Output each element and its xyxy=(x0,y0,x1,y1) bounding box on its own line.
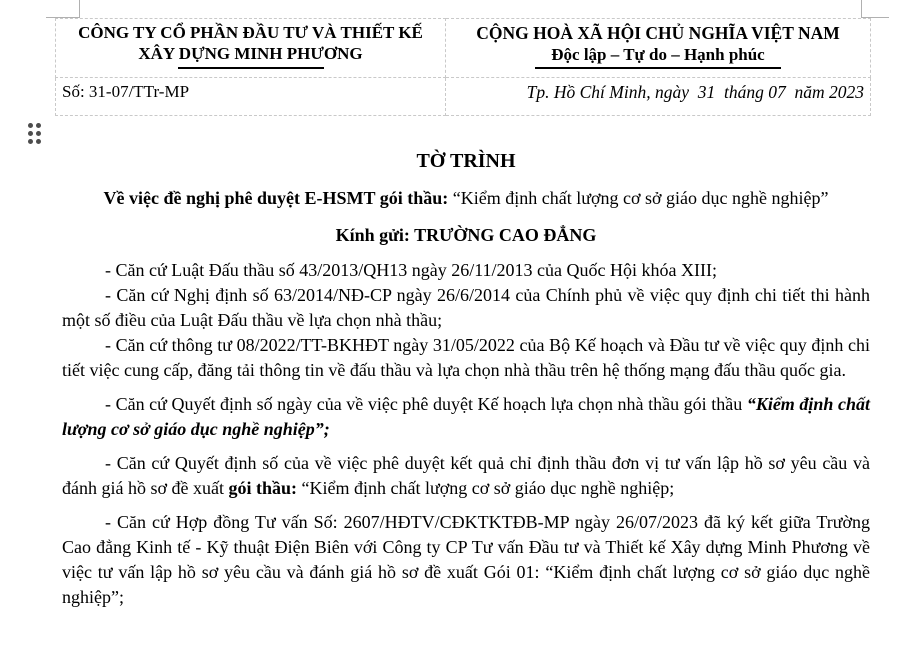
drag-handle-dot xyxy=(28,131,33,136)
national-motto: Độc lập – Tự do – Hạnh phúc xyxy=(551,45,765,64)
paragraph xyxy=(62,283,870,333)
subject-quote-text: “Kiểm định chất lượng cơ sở giáo dục nghề nghiệp” xyxy=(452,188,829,208)
drag-handle-dot xyxy=(36,131,41,136)
paragraph xyxy=(62,392,870,442)
paragraph-segment: “Kiểm định chất lượng cơ sở giáo dục nghề nghiệp; xyxy=(297,478,675,498)
drag-handle-dot xyxy=(36,139,41,144)
paragraph xyxy=(62,333,870,383)
company-underline-rule xyxy=(178,67,324,69)
drag-handle-dot xyxy=(36,123,41,128)
header-table xyxy=(55,18,871,116)
national-title: CỘNG HOÀ XÃ HỘI CHỦ NGHĨA VIỆT NAM xyxy=(476,23,840,43)
paragraph-segment: “Kiểm định chất lượng cơ sở giáo dục nghề nghiệp”; xyxy=(62,394,870,439)
drag-handle-icon[interactable] xyxy=(26,121,43,146)
paragraphs xyxy=(62,258,870,610)
paragraph-segment: - Căn cứ Hợp đồng Tư vấn Số: 2607/HĐTV/CĐKTKTĐB-MP ngày 26/07/2023 đã ký kết giữa Trường Cao đẳng Kinh tế - Kỹ thuật Điện Biên với Công ty CP Tư vấn Đầu tư và Thiết kế Xây dựng Minh Phương về việc tư vấn lập hồ sơ yêu cầu và đánh giá hồ sơ đề xuất Gói 01: “Kiểm định chất lượng cơ sở giáo dục nghề nghiệp”; xyxy=(62,512,870,607)
document-body xyxy=(62,148,870,610)
drag-handle-dot xyxy=(28,123,33,128)
paragraph xyxy=(62,510,870,610)
document-title: TỜ TRÌNH xyxy=(416,150,516,172)
company-name: CÔNG TY CỔ PHẦN ĐẦU TƯ VÀ THIẾT KẾ XÂY DỰNG MINH PHƯƠNG xyxy=(78,23,423,63)
margin-corner-mark-top-right xyxy=(861,0,889,18)
document-number: Số: 31-07/TTr-MP xyxy=(56,78,446,116)
place-and-date: Tp. Hồ Chí Minh, ngày 31 tháng 07 năm 2023 xyxy=(446,78,871,116)
paragraph-segment: - Căn cứ Nghị định số 63/2014/NĐ-CP ngày 26/6/2014 của Chính phủ về việc quy định chi tiết thi hành một số điều của Luật Đấu thầu về lựa chọn nhà thầu; xyxy=(62,285,870,330)
paragraph-segment: - Căn cứ thông tư 08/2022/TT-BKHĐT ngày 31/05/2022 của Bộ Kế hoạch và Đầu tư về việc quy định chi tiết việc cung cấp, đăng tải thông tin về đấu thầu và lựa chọn nhà thầu trên hệ thống mạng đấu thầu quốc gia. xyxy=(62,335,870,380)
paragraph-segment: - Căn cứ Quyết định số của về việc phê duyệt kết quả chỉ định thầu đơn vị tư vấn lập hồ sơ yêu cầu và đánh giá hồ sơ đề xuất xyxy=(62,453,870,498)
paragraph-segment: gói thầu: xyxy=(228,478,297,498)
paragraph-segment: - Căn cứ Quyết định số ngày của về việc phê duyệt Kế hoạch lựa chọn nhà thầu gói thầu xyxy=(105,394,747,414)
document-subject xyxy=(62,186,870,211)
recipient-line: Kính gửi: TRƯỜNG CAO ĐẲNG xyxy=(335,225,597,245)
margin-corner-mark-top-left xyxy=(46,0,80,18)
paragraph xyxy=(62,451,870,501)
subject-bold-text: Về việc đề nghị phê duyệt E-HSMT gói thầu: xyxy=(103,188,453,208)
header-cell-company xyxy=(56,19,446,78)
paragraph xyxy=(62,258,870,283)
drag-handle-dot xyxy=(28,139,33,144)
motto-underline-rule xyxy=(535,67,781,69)
header-cell-national xyxy=(446,19,871,78)
paragraph-segment: - Căn cứ Luật Đấu thầu số 43/2013/QH13 ngày 26/11/2013 của Quốc Hội khóa XIII; xyxy=(105,260,717,280)
